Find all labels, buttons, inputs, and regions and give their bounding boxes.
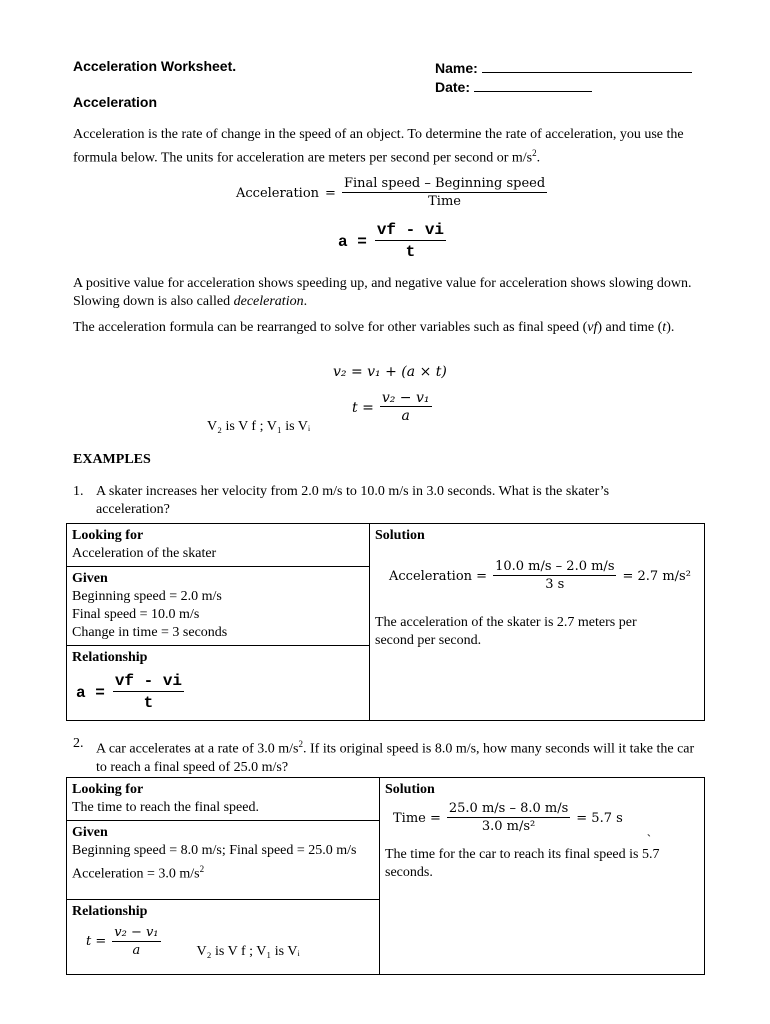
relationship-cell: Relationship t = $\frac{\text{v₂ − v₁}}{a}$ V₂ is V f ; V₁ is Vᵢ (67, 900, 380, 975)
given-cell: Given Beginning speed = 8.0 m/s; Final speed = 25.0 m/s Acceleration = 3.0 $m/s^2$ (67, 821, 380, 900)
intro-paragraph: Acceleration is the rate of change in the speed of an object. To determine the rate of acceleration, you use the formula below. The units for acceleration are meters per second per second or $m/s^2$. (73, 127, 684, 166)
solution-1-formula: Acceleration = $\frac{10.0 m/s - 2.0 m/s}{3 s}$ = 2.7 m/s² (389, 559, 691, 592)
solution-cell: Solution Time = $\frac{25.0 m/s - 8.0 m/s}{\text{3.0 m/s²}}$ = 5.7 s ˎ The time for the car to reach its final speed is 5.7 seconds. (380, 778, 705, 975)
question-1-number: 1. (73, 484, 84, 499)
solution-2-formula: Time = $\frac{25.0 m/s - 8.0 m/s}{\text{3.0 m/s²}}$ = 5.7 s ˎ (393, 801, 652, 838)
question-2-number: 2. (73, 736, 84, 751)
name-label: Name: (435, 60, 478, 76)
velocity-note: V₂ is V f ; V₁ is Vᵢ (207, 419, 311, 434)
question-2-text: A car accelerates at a rate of 3.0 $m/s^2$. If its original speed is 8.0 m/s, how many seconds will it take the car to reach a final speed of 25.0 m/s? (96, 739, 695, 775)
solution-2-text: The time for the car to reach its final speed is 5.7 seconds. (385, 847, 660, 880)
stray-mark: ˎ (646, 822, 652, 838)
code-formula: a = $\frac{vf - vi}{t}$ (338, 221, 445, 261)
worksheet-title: Acceleration Worksheet. (73, 58, 237, 74)
looking-for-cell: Looking for Acceleration of the skater (67, 524, 370, 567)
looking-for-cell: Looking for The time to reach the final speed. (67, 778, 380, 821)
relationship-cell: Relationship a = $\frac{vf - vi}{t}$ (67, 646, 370, 721)
deceleration-paragraph: A positive value for acceleration shows speeding up, and negative value for acceleration shows slowing down. Slowing down is also called deceleration. (73, 276, 692, 309)
examples-heading: EXAMPLES (73, 452, 151, 467)
relationship-2-formula: t = $\frac{\text{v₂ − v₁}}{a}$ V₂ is V f ; V₁ is Vᵢ (86, 924, 300, 959)
solution-1-text: The acceleration of the skater is 2.7 meters per second per second. (375, 615, 637, 648)
date-label: Date: (435, 79, 471, 95)
solution-cell: Solution Acceleration = $\frac{10.0 m/s - 2.0 m/s}{3 s}$ = 2.7 m/s² The acceleration of the skater is 2.7 meters per second per second. (370, 524, 705, 721)
word-formula: Acceleration = $\frac{\text{Final speed – Beginning speed}}{\text{Time}}$ (236, 176, 546, 209)
relationship-1-formula: a = $\frac{vf - vi}{t}$ (76, 672, 183, 712)
name-field[interactable] (435, 58, 692, 76)
final-speed-equation: v₂ = v₁ + (a × t) (333, 364, 447, 380)
name-line[interactable] (482, 58, 692, 73)
example-2-table (66, 777, 705, 975)
relationship-note: V₂ is V f ; V₁ is Vᵢ (196, 944, 300, 959)
date-field[interactable] (435, 77, 592, 95)
question-1-text: A skater increases her velocity from 2.0 m/s to 10.0 m/s in 3.0 seconds. What is the skater’s acceleration? (96, 484, 610, 517)
date-line[interactable] (474, 77, 592, 92)
section-title: Acceleration (73, 94, 158, 110)
given-cell: Given Beginning speed = 2.0 m/s Final speed = 10.0 m/s Change in time = 3 seconds (67, 567, 370, 646)
example-1-table (66, 523, 705, 721)
time-equation: t = $\frac{\text{v₂ − v₁}}{a}$ (352, 390, 430, 424)
rearrange-paragraph: The acceleration formula can be rearranged to solve for other variables such as final speed (vf) and time (t). (73, 320, 675, 335)
